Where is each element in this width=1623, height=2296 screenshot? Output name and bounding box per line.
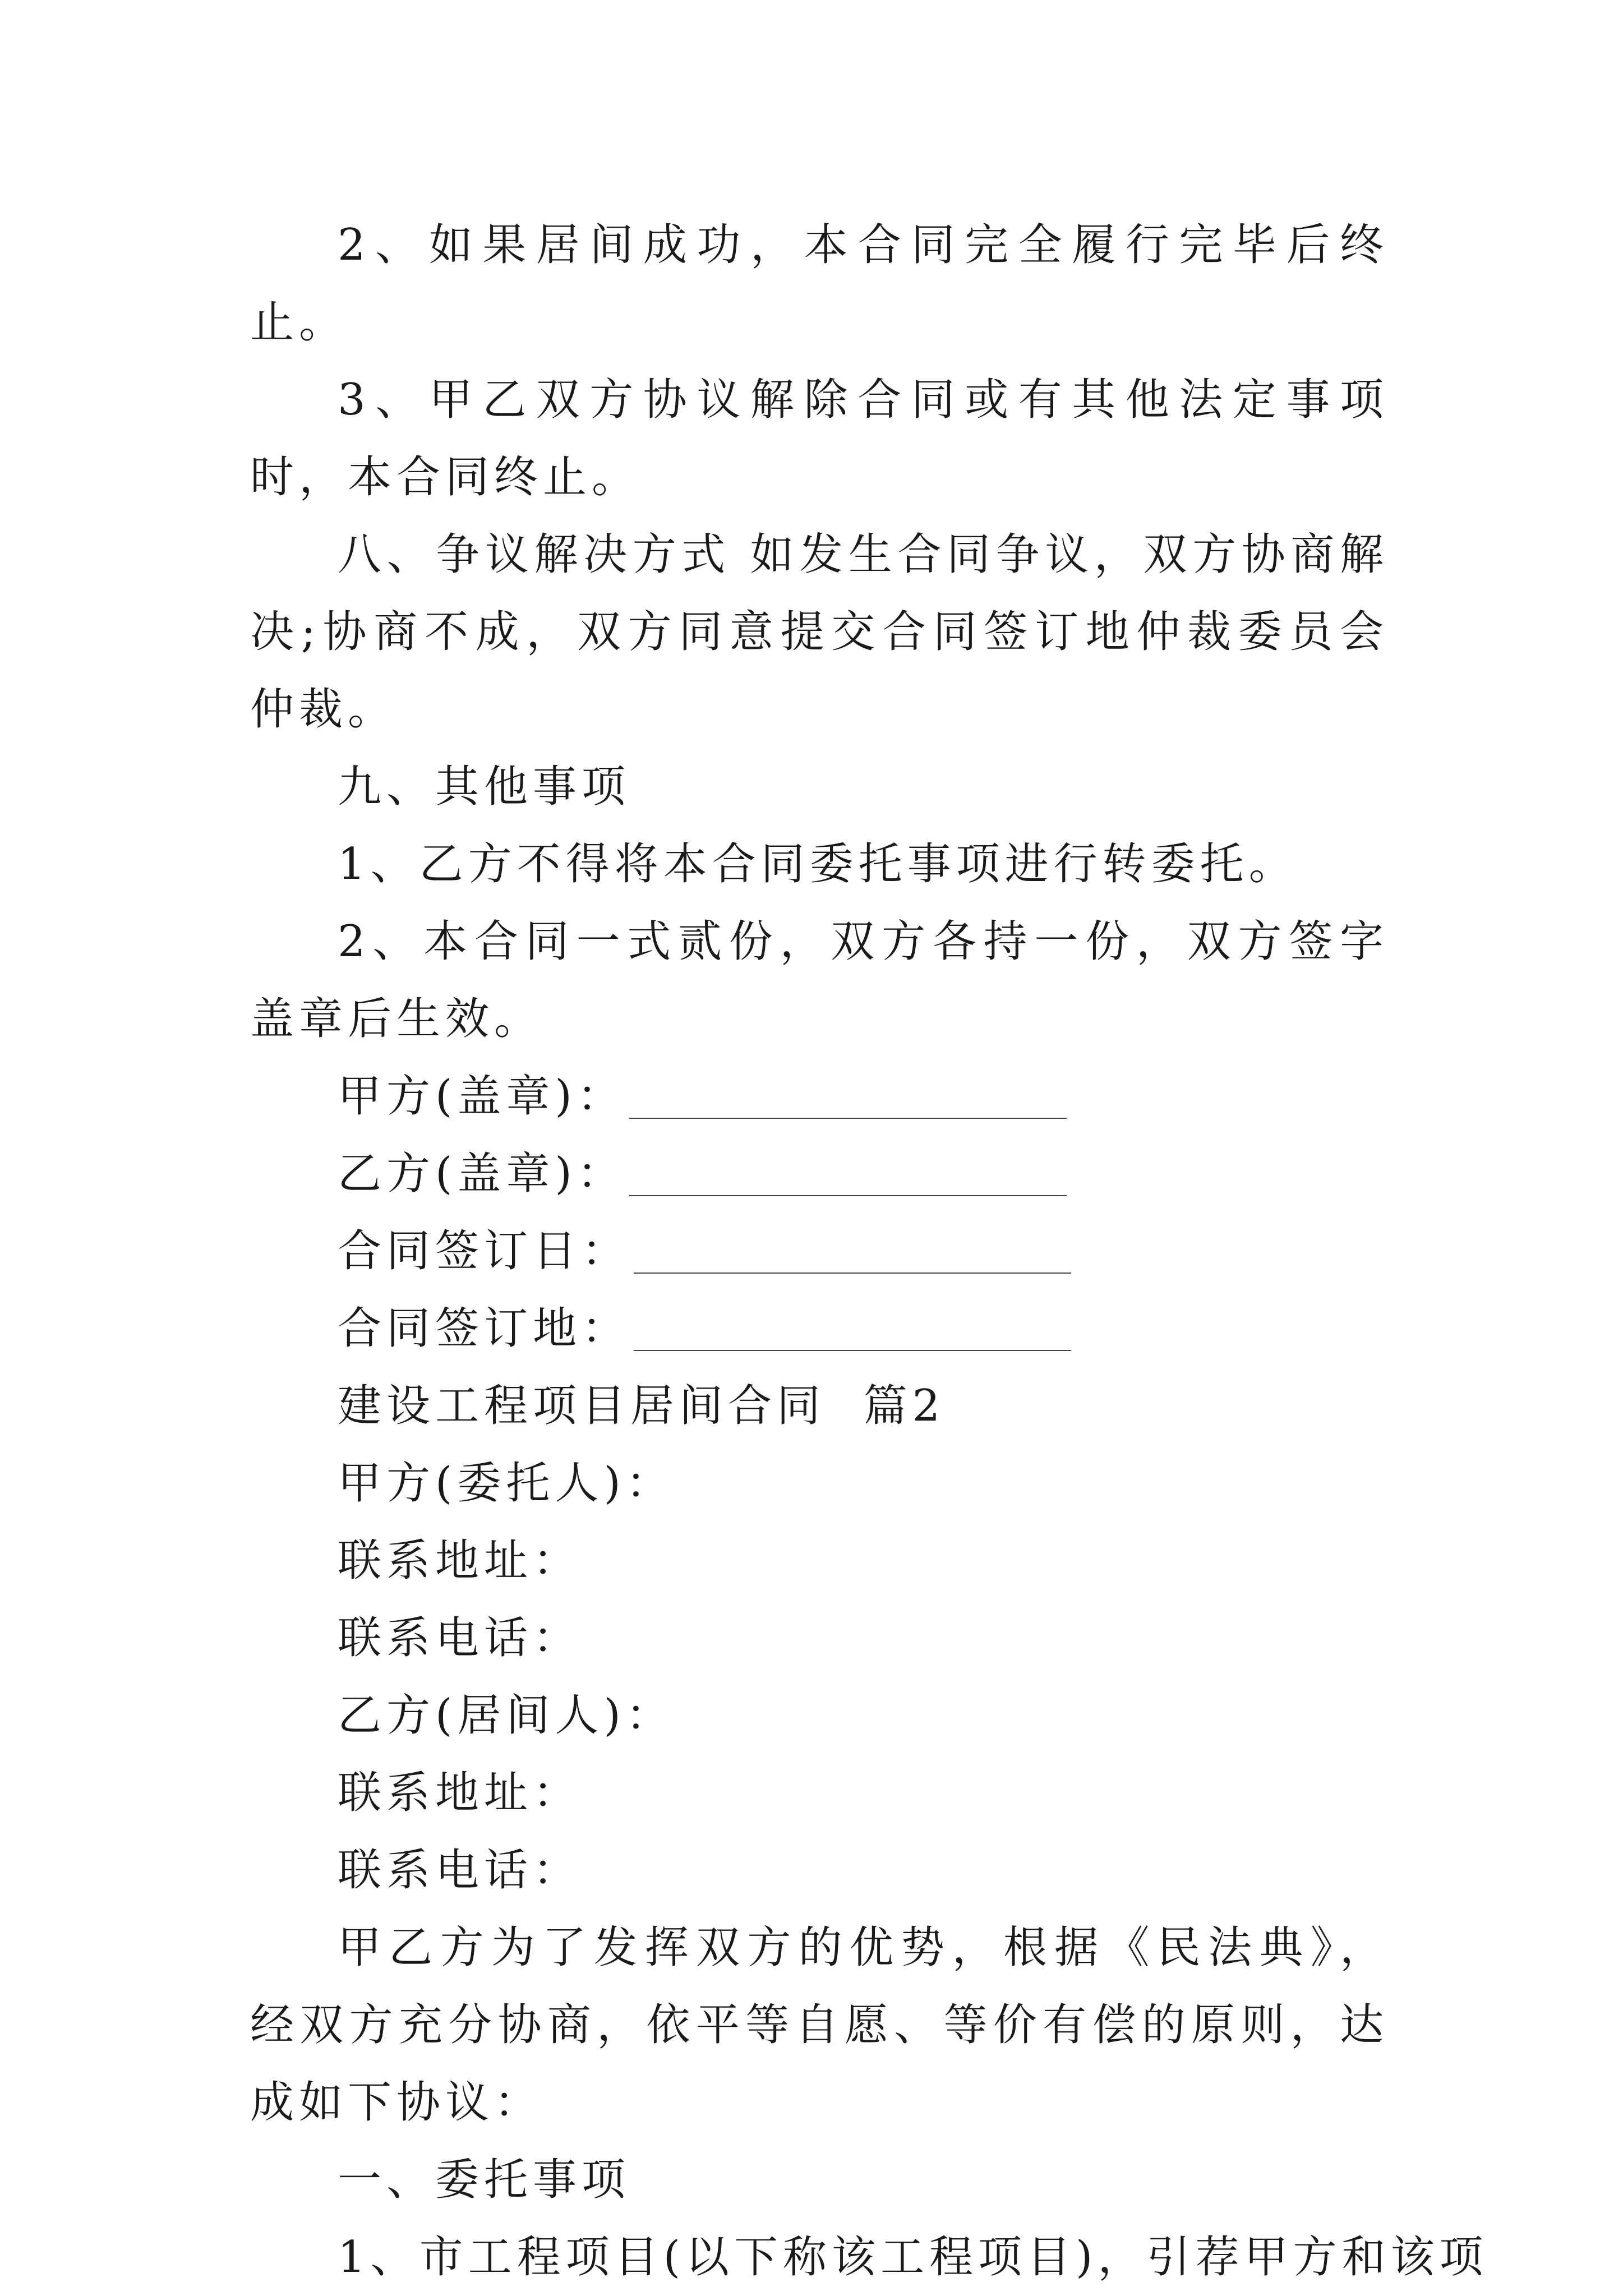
party-b-phone: 联系电话： bbox=[338, 1845, 582, 1896]
signature-party-b bbox=[250, 1135, 1389, 1212]
party-b-intermediary: 乙方(居间人)： bbox=[338, 1690, 675, 1741]
signature-blank-line bbox=[629, 1118, 1067, 1119]
signature-blank-line bbox=[634, 1350, 1071, 1351]
signature-party-a bbox=[250, 1058, 1389, 1135]
preamble-paragraph: 甲乙方为了发挥双方的优势，根据《民法典》，经双方充分协商，依平等自愿、等价有偿的原则，达成如下协议： bbox=[250, 1922, 1389, 2128]
signature-label: 合同签订地： bbox=[338, 1303, 631, 1354]
signature-label: 合同签订日： bbox=[338, 1226, 631, 1276]
clause-other-2: 2、本合同一式贰份，双方各持一份，双方签字盖章后生效。 bbox=[250, 916, 1389, 1044]
clause-entrusted-1: 1、市工程项目(以下称该工程项目)，引荐甲方和该项 bbox=[338, 2232, 1488, 2283]
clause-termination-2: 2、如果居间成功，本合同完全履行完毕后终止。 bbox=[250, 220, 1389, 348]
signature-label: 甲方(盖章)： bbox=[338, 1071, 626, 1122]
signature-blank-line bbox=[634, 1273, 1071, 1274]
clause-dispute-resolution: 八、争议解决方式 如发生合同争议，双方协商解决;协商不成，双方同意提交合同签订地仲裁委员会仲裁。 bbox=[250, 529, 1389, 735]
signature-blank-line bbox=[629, 1195, 1067, 1196]
signature-date bbox=[250, 1212, 1389, 1290]
heading-entrusted-matters: 一、委托事项 bbox=[338, 2155, 631, 2205]
party-a-address: 联系地址： bbox=[338, 1536, 582, 1586]
party-b-address: 联系地址： bbox=[338, 1768, 582, 1818]
party-a-phone: 联系电话： bbox=[338, 1613, 582, 1663]
heading-other-matters: 九、其他事项 bbox=[338, 762, 631, 812]
clause-termination-3: 3、甲乙双方协议解除合同或有其他法定事项时，本合同终止。 bbox=[250, 375, 1389, 502]
signature-place bbox=[250, 1290, 1389, 1367]
clause-other-1: 1、乙方不得将本合同委托事项进行转委托。 bbox=[338, 839, 1298, 889]
signature-label: 乙方(盖章)： bbox=[338, 1149, 626, 1199]
section-2-title: 建设工程项目居间合同 篇2 bbox=[338, 1381, 946, 1431]
party-a-client: 甲方(委托人)： bbox=[338, 1458, 675, 1509]
document-page bbox=[250, 206, 1488, 2296]
